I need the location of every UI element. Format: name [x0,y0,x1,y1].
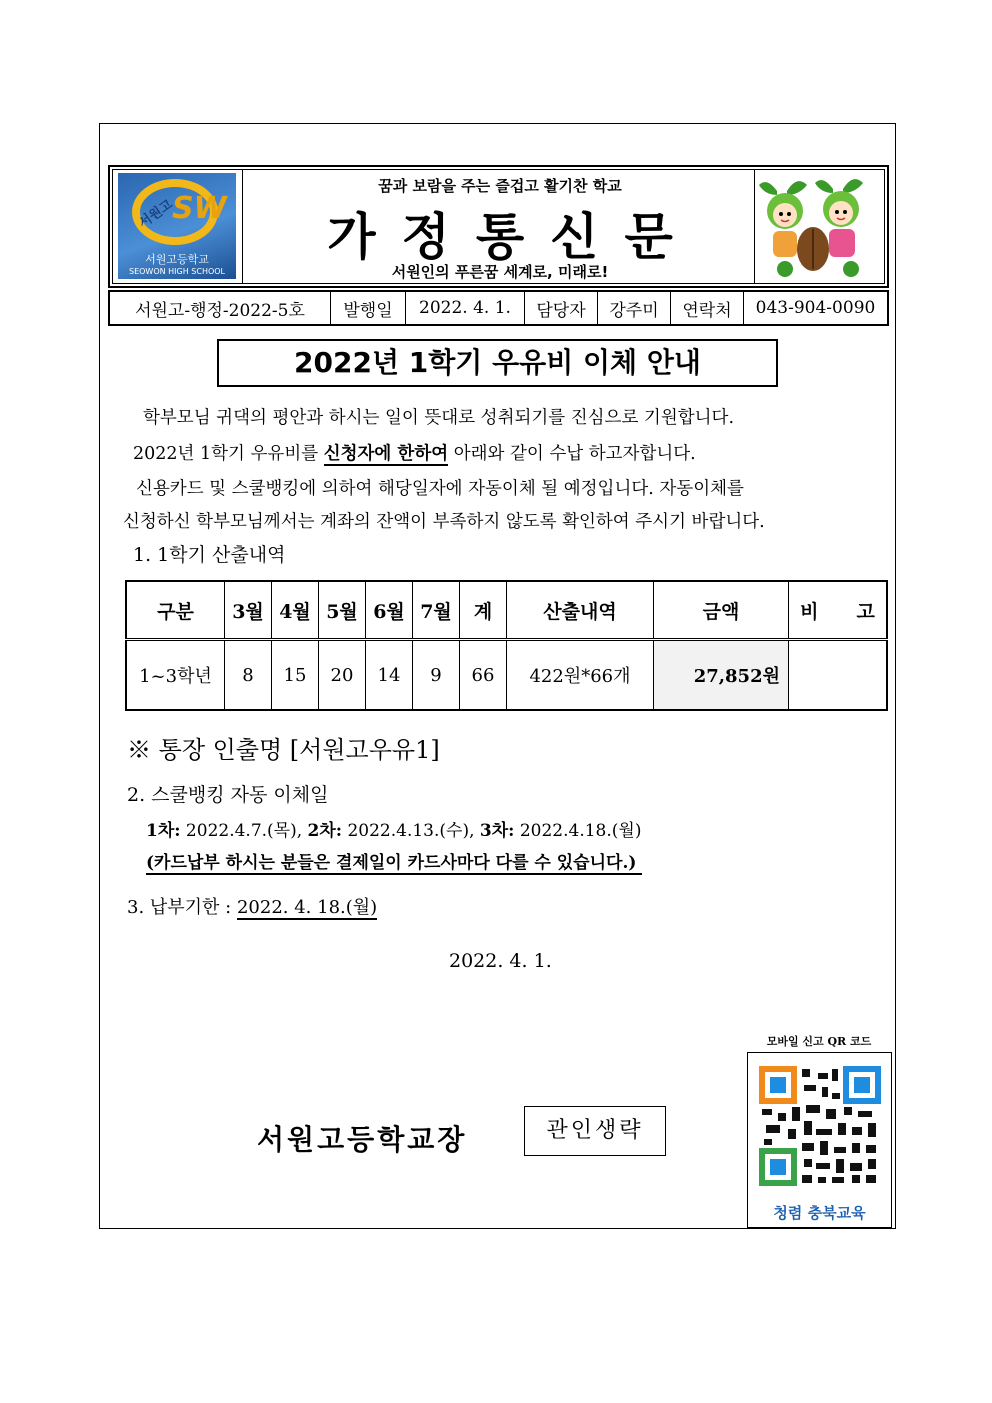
principal-name: 서원고등학교장 [257,1123,468,1156]
qr-footer: 청렴 충북교육 [773,1204,866,1222]
document-number: 서원고-행정-2022-5호 [110,292,331,324]
table-header-cell: 산출내역 [507,581,654,640]
table-header-cell: 계 [460,581,507,640]
table-header-cell: 6월 [366,581,413,640]
school-logo [112,169,243,284]
table-header-cell: 비 고 [789,581,888,640]
section-3-deadline: 3. 납부기한 : 2022. 4. 18.(월) [127,897,378,918]
manager-label: 담당자 [525,292,598,324]
table-cell [789,640,888,711]
table-cell: 9 [413,640,460,711]
slogan-bottom: 서원인의 푸른꿈 세계로, 미래로! [391,263,609,281]
logo-school-name: 서원고등학교 [145,253,209,266]
newsletter-header [108,165,889,288]
logo-english-name: SEOWON HIGH SCHOOL [128,267,226,276]
body-paragraph-2: 2022년 1학기 우유비를 신청자에 한하여 아래와 같이 수납 하고자합니다. [133,444,696,464]
table-row [126,640,887,711]
issue-date-label: 발행일 [331,292,406,324]
table-cell: 422원*66개 [507,640,654,711]
section-1-title: 1. 1학기 산출내역 [133,544,286,566]
qr-label: 모바일 신고 QR 코드 [766,1035,872,1048]
document-title: 2022년 1학기 우유비 이체 안내 [217,339,778,387]
manager-name: 강주미 [598,292,671,324]
table-header-cell: 5월 [319,581,366,640]
contact-label: 연락처 [671,292,744,324]
issue-date-footer: 2022. 4. 1. [449,950,552,972]
table-header-cell: 3월 [225,581,272,640]
issue-date: 2022. 4. 1. [406,292,525,324]
transfer-dates: 1차: 2022.4.7.(목), 2차: 2022.4.13.(수), 3차: 2022.4.18.(월) [146,821,642,841]
table-cell: 8 [225,640,272,711]
payment-deadline: 2022. 4. 18.(월) [236,897,378,918]
section-2-title: 2. 스쿨뱅킹 자동 이체일 [127,784,329,806]
table-header-cell: 4월 [272,581,319,640]
table-cell: 15 [272,640,319,711]
newsletter-title: 가정통신문 [327,208,699,266]
table-header-cell: 7월 [413,581,460,640]
qr-code-icon [747,1052,892,1228]
contact-number: 043-904-0090 [755,298,876,318]
emphasis-applicants: 신청자에 한하여 [323,444,449,464]
document-info-row [108,290,889,326]
table-cell: 20 [319,640,366,711]
body-paragraph-1: 학부모님 귀댁의 평안과 하시는 일이 뜻대로 성취되기를 진심으로 기원합니다. [143,408,735,428]
table-header-cell: 구분 [126,581,225,640]
logo-text: 서원고 [136,197,176,232]
table-cell: 1~3학년 [126,640,225,711]
card-payment-note: (카드납부 하시는 분들은 결제일이 카드사마다 다를 수 있습니다.) [146,848,642,875]
table-cell: 14 [366,640,413,711]
calculation-table [125,580,888,711]
logo-mark: SW [172,191,227,226]
table-header-cell: 금액 [654,581,789,640]
account-name-note: ※ 통장 인출명 [서원고우유1] [127,736,440,764]
table-cell: 66 [460,640,507,711]
slogan-top: 꿈과 보람을 주는 즐겁고 활기찬 학교 [378,177,622,195]
body-paragraph-3: 신용카드 및 스쿨뱅킹에 의하여 해당일자에 자동이체 될 예정입니다. 자동이체를 [136,479,744,499]
official-seal-omitted: 관인생략 [524,1106,666,1156]
table-header-row [126,581,887,640]
mascot-icon [754,169,885,284]
body-paragraph-4: 신청하신 학부모님께서는 계좌의 잔액이 부족하지 않도록 확인하여 주시기 바랍니다. [123,512,765,532]
amount-cell: 27,852원 [654,640,789,711]
